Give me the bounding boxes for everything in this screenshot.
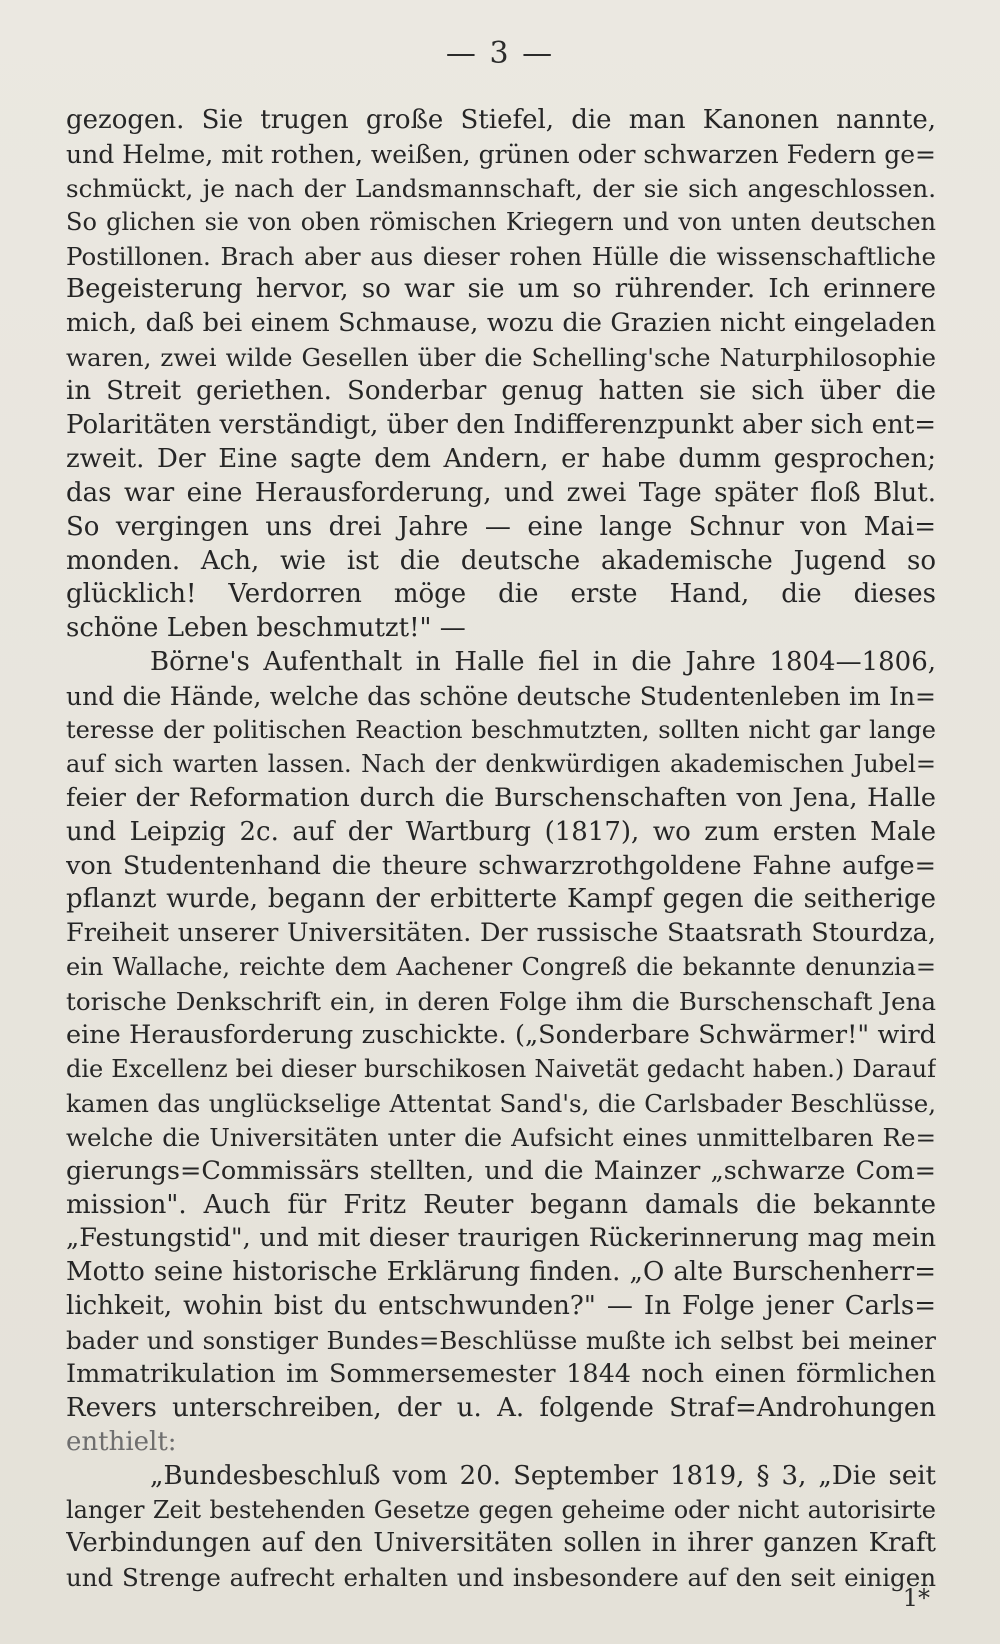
- text-line: mission". Auch für Fritz Reuter begann damals die bekannte: [66, 1189, 936, 1220]
- text-line: Immatrikulation im Sommersemester 1844 noch einen förmlichen: [66, 1358, 936, 1389]
- text-line: und die Hände, welche das schöne deutsche Studentenleben im In=: [66, 682, 936, 712]
- text-line: teresse der politischen Reaction beschmutzten, sollten nicht gar lange: [66, 716, 936, 745]
- text-line: glücklich! Verdorren möge die erste Hand, die dieses: [66, 579, 936, 610]
- text-line: waren, zwei wilde Gesellen über die Schelling'sche Naturphilosophie: [66, 343, 936, 373]
- text-line: das war eine Herausforderung, und zwei Tage später floß Blut.: [66, 477, 936, 508]
- text-line: Polaritäten verständigt, über den Indifferenzpunkt aber sich ent=: [66, 410, 936, 441]
- text-line: monden. Ach, wie ist die deutsche akademische Jugend so: [66, 545, 936, 576]
- text-line: in Streit geriethen. Sonderbar genug hatten sie sich über die: [66, 376, 936, 407]
- text-line: gierungs=Commissärs stellten, und die Mainzer „schwarze Com=: [66, 1155, 936, 1186]
- text-line: enthielt:: [66, 1426, 177, 1457]
- text-line: von Studentenhand die theure schwarzrothgoldene Fahne aufge=: [66, 850, 936, 881]
- text-line: Postillonen. Brach aber aus dieser rohen Hülle die wissenschaftliche: [66, 241, 936, 271]
- text-line: So vergingen uns drei Jahre — eine lange Schnur von Mai=: [66, 511, 936, 542]
- text-line: auf sich warten lassen. Nach der denkwürdigen akademischen Jubel=: [66, 749, 936, 778]
- text-line: eine Herausforderung zuschickte. („Sonderbare Schwärmer!" wird: [66, 1020, 936, 1051]
- text-line: lichkeit, wohin bist du entschwunden?" — In Folge jener Carls=: [66, 1291, 936, 1322]
- text-line: schmückt, je nach der Landsmannschaft, der sie sich angeschlossen.: [66, 173, 936, 203]
- text-line: feier der Reformation durch die Burschenschaften von Jena, Halle: [66, 782, 936, 813]
- text-line: gezogen. Sie trugen große Stiefel, die man Kanonen nannte,: [66, 105, 936, 135]
- text-line: Begeisterung hervor, so war sie um so rührender. Ich erinnere: [66, 274, 936, 305]
- text-line: „Bundesbeschluß vom 20. September 1819, § 3, „Die seit: [150, 1460, 936, 1491]
- signature-mark: 1*: [902, 1584, 930, 1612]
- text-line: zweit. Der Eine sagte dem Andern, er habe dumm gesprochen;: [66, 443, 936, 474]
- text-line: mich, daß bei einem Schmause, wozu die Grazien nicht eingeladen: [66, 308, 936, 339]
- page-number-header: — 3 —: [445, 36, 555, 71]
- text-line: torische Denkschrift ein, in deren Folge ihm die Burschenschaft Jena: [66, 987, 936, 1017]
- body-text: [66, 104, 936, 1595]
- text-line: „Festungstid", und mit dieser traurigen Rückerinnerung mag mein: [66, 1223, 936, 1254]
- text-line: schöne Leben beschmutzt!" —: [66, 613, 466, 644]
- text-line: und Leipzig 2c. auf der Wartburg (1817), wo zum ersten Male: [66, 816, 936, 847]
- text-line: Verbindungen auf den Universitäten sollen in ihrer ganzen Kraft: [66, 1528, 936, 1559]
- text-line: Motto seine historische Erklärung finden. „O alte Burschenherr=: [66, 1257, 936, 1288]
- text-line: langer Zeit bestehenden Gesetze gegen geheime oder nicht autorisirte: [66, 1495, 936, 1524]
- text-line: Börne's Aufenthalt in Halle fiel in die Jahre 1804—1806,: [150, 647, 936, 678]
- text-line: die Excellenz bei dieser burschikosen Naivetät gedacht haben.) Darauf: [66, 1054, 936, 1083]
- text-line: kamen das unglückselige Attentat Sand's, die Carlsbader Beschlüsse,: [66, 1088, 936, 1118]
- text-line: ein Wallache, reichte dem Aachener Congreß die bekannte denunzia=: [66, 953, 936, 982]
- text-line: Freiheit unserer Universitäten. Der russische Staatsrath Stourdza,: [66, 918, 936, 949]
- text-line: und Strenge aufrecht erhalten und insbesondere auf den seit einigen: [66, 1563, 936, 1593]
- text-line: Revers unterschreiben, der u. A. folgende Straf=Androhungen: [66, 1392, 936, 1423]
- text-line: So glichen sie von oben römischen Kriegern und von unten deutschen: [66, 207, 936, 236]
- text-line: und Helme, mit rothen, weißen, grünen oder schwarzen Federn ge=: [66, 139, 936, 169]
- text-line: bader und sonstiger Bundes=Beschlüsse mußte ich selbst bei meiner: [66, 1326, 936, 1356]
- text-line: pflanzt wurde, begann der erbitterte Kampf gegen die seitherige: [66, 884, 936, 915]
- text-line: welche die Universitäten unter die Aufsicht eines unmittelbaren Re=: [66, 1122, 936, 1152]
